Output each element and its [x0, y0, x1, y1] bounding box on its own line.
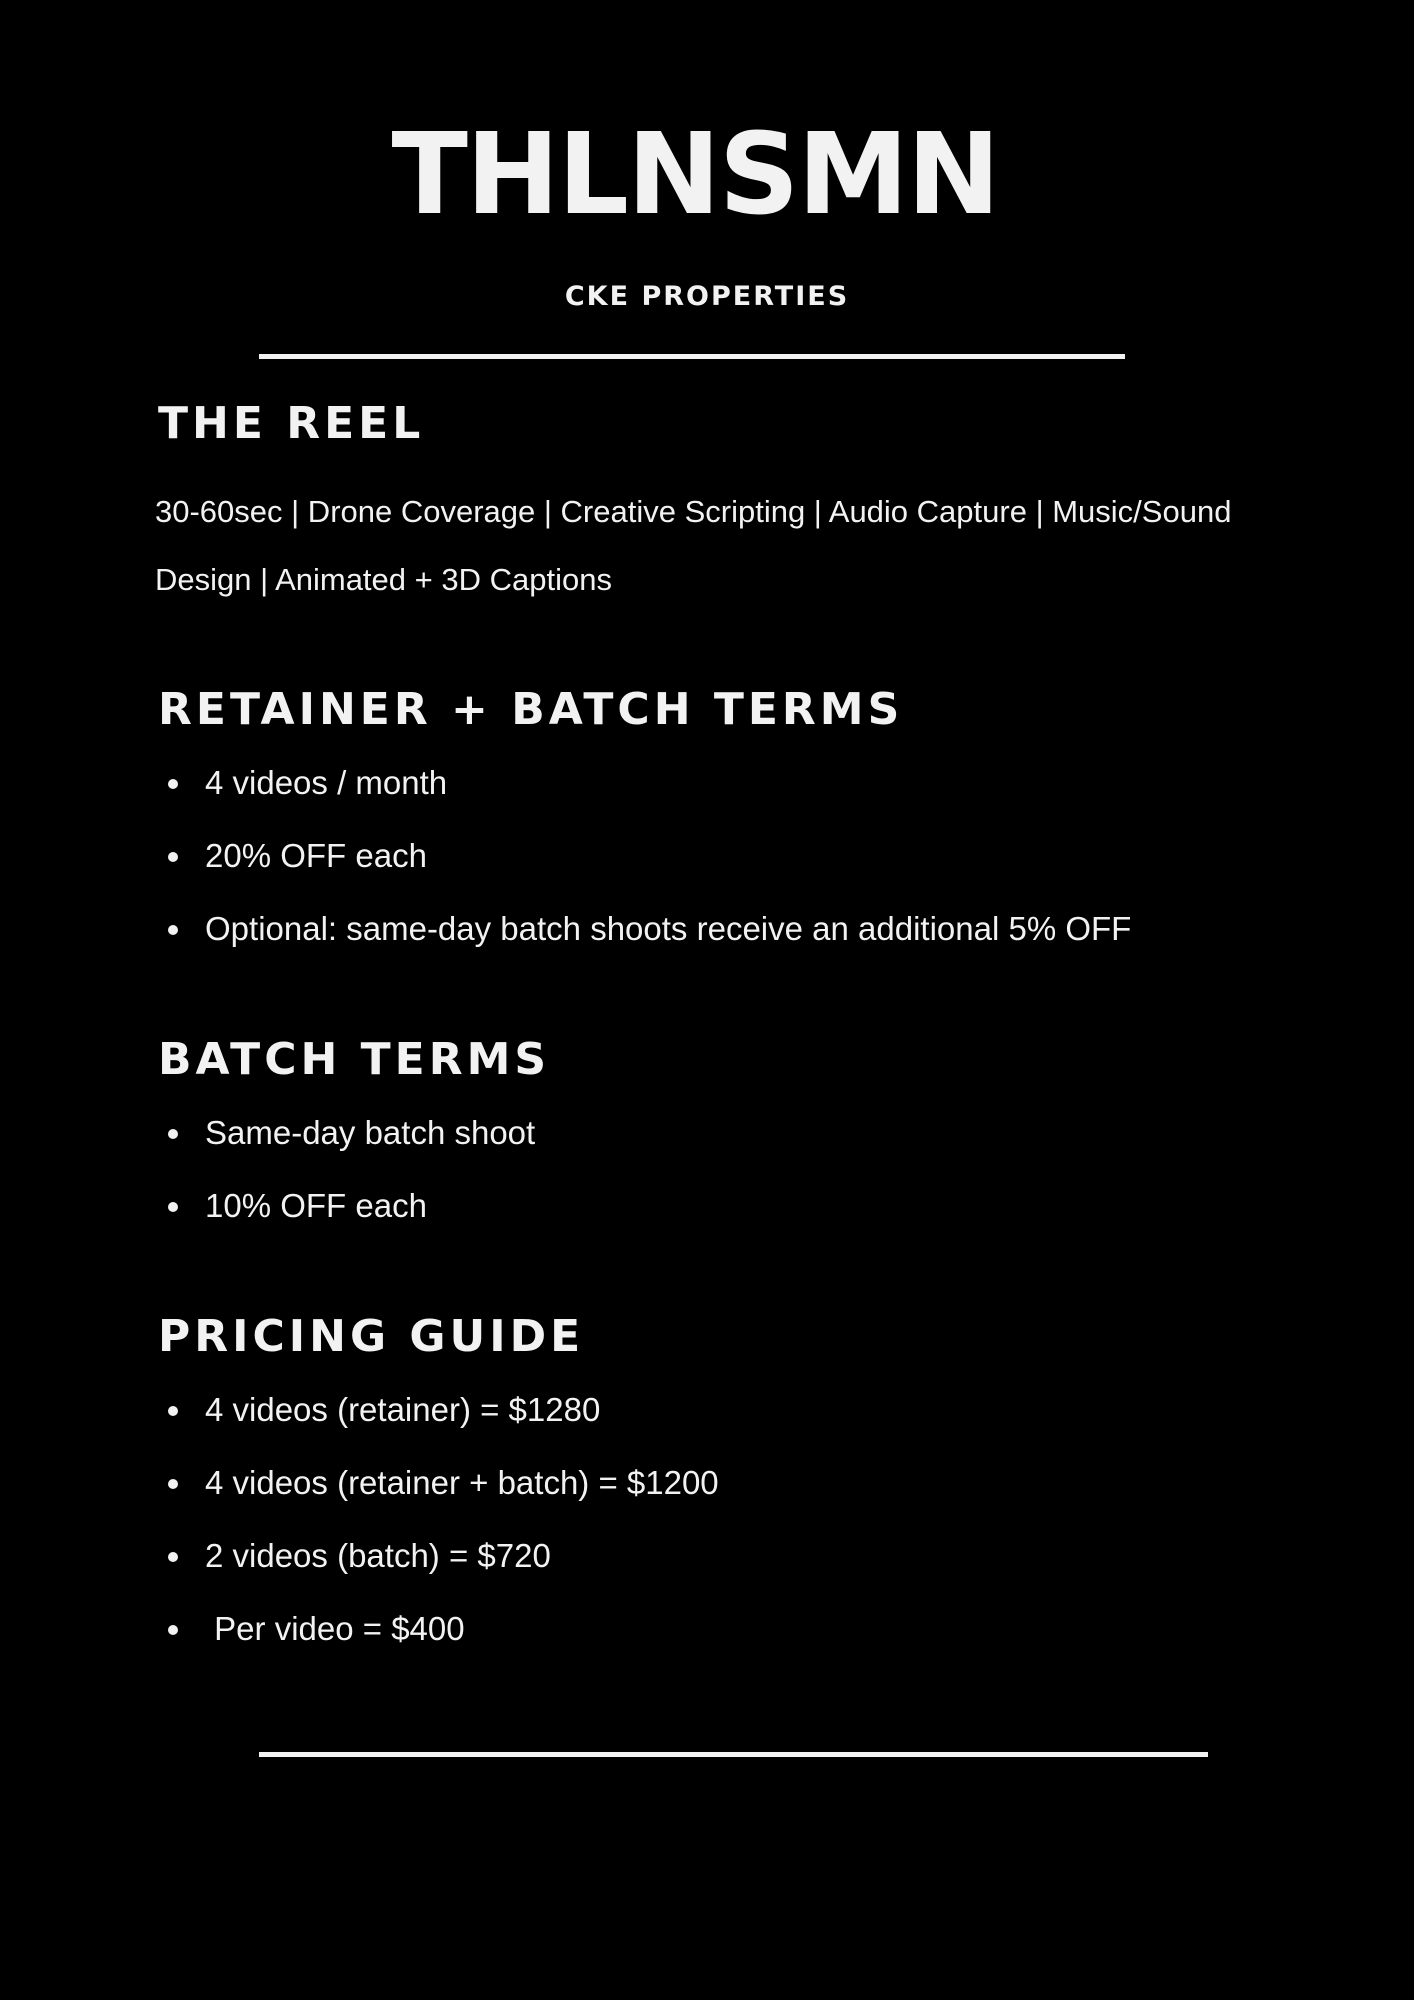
- list-item: [160, 1109, 535, 1182]
- bullet-icon: [168, 779, 178, 789]
- list-item-text: 4 videos / month: [205, 764, 448, 801]
- list-item: [160, 1459, 719, 1532]
- retainer-batch-list: [160, 759, 1131, 978]
- pricing-guide-heading: PRICING GUIDE: [158, 1311, 585, 1362]
- batch-terms-list: [160, 1109, 535, 1255]
- brand-subtitle: CKE PROPERTIES: [564, 281, 850, 312]
- pricing-guide-list: [160, 1386, 719, 1678]
- bullet-icon: [168, 1625, 178, 1635]
- top-divider: [259, 354, 1125, 359]
- bullet-icon: [168, 925, 178, 935]
- list-item-text: 4 videos (retainer) = $1280: [205, 1391, 601, 1428]
- list-item-text: 4 videos (retainer + batch) = $1200: [205, 1464, 719, 1501]
- bullet-icon: [168, 1202, 178, 1212]
- bullet-icon: [168, 1129, 178, 1139]
- reel-description-line-1: 30-60sec | Drone Coverage | Creative Scripting | Audio Capture | Music/Sound: [155, 494, 1232, 529]
- list-item: [160, 1532, 719, 1605]
- retainer-batch-heading: RETAINER + BATCH TERMS: [158, 684, 904, 735]
- list-item-text: 10% OFF each: [205, 1187, 427, 1224]
- list-item: [160, 1182, 535, 1255]
- list-item-text: 2 videos (batch) = $720: [205, 1537, 551, 1574]
- list-item: [160, 905, 1131, 978]
- list-item: [160, 1605, 719, 1678]
- bullet-icon: [168, 1406, 178, 1416]
- bullet-icon: [168, 1552, 178, 1562]
- list-item-text: Optional: same-day batch shoots receive an additional 5% OFF: [205, 910, 1132, 947]
- list-item-text: Same-day batch shoot: [205, 1114, 536, 1151]
- list-item: [160, 832, 1131, 905]
- bullet-icon: [168, 852, 178, 862]
- batch-terms-heading: BATCH TERMS: [158, 1034, 551, 1085]
- brand-title: THLNSMN: [391, 110, 999, 240]
- reel-heading: THE REEL: [158, 398, 425, 449]
- list-item-text: Per video = $400: [205, 1610, 465, 1647]
- reel-description: [155, 478, 1265, 614]
- list-item-text: 20% OFF each: [205, 837, 427, 874]
- list-item: [160, 1386, 719, 1459]
- bottom-divider: [259, 1752, 1208, 1757]
- list-item: [160, 759, 1131, 832]
- reel-description-line-2: Design | Animated + 3D Captions: [155, 562, 612, 597]
- bullet-icon: [168, 1479, 178, 1489]
